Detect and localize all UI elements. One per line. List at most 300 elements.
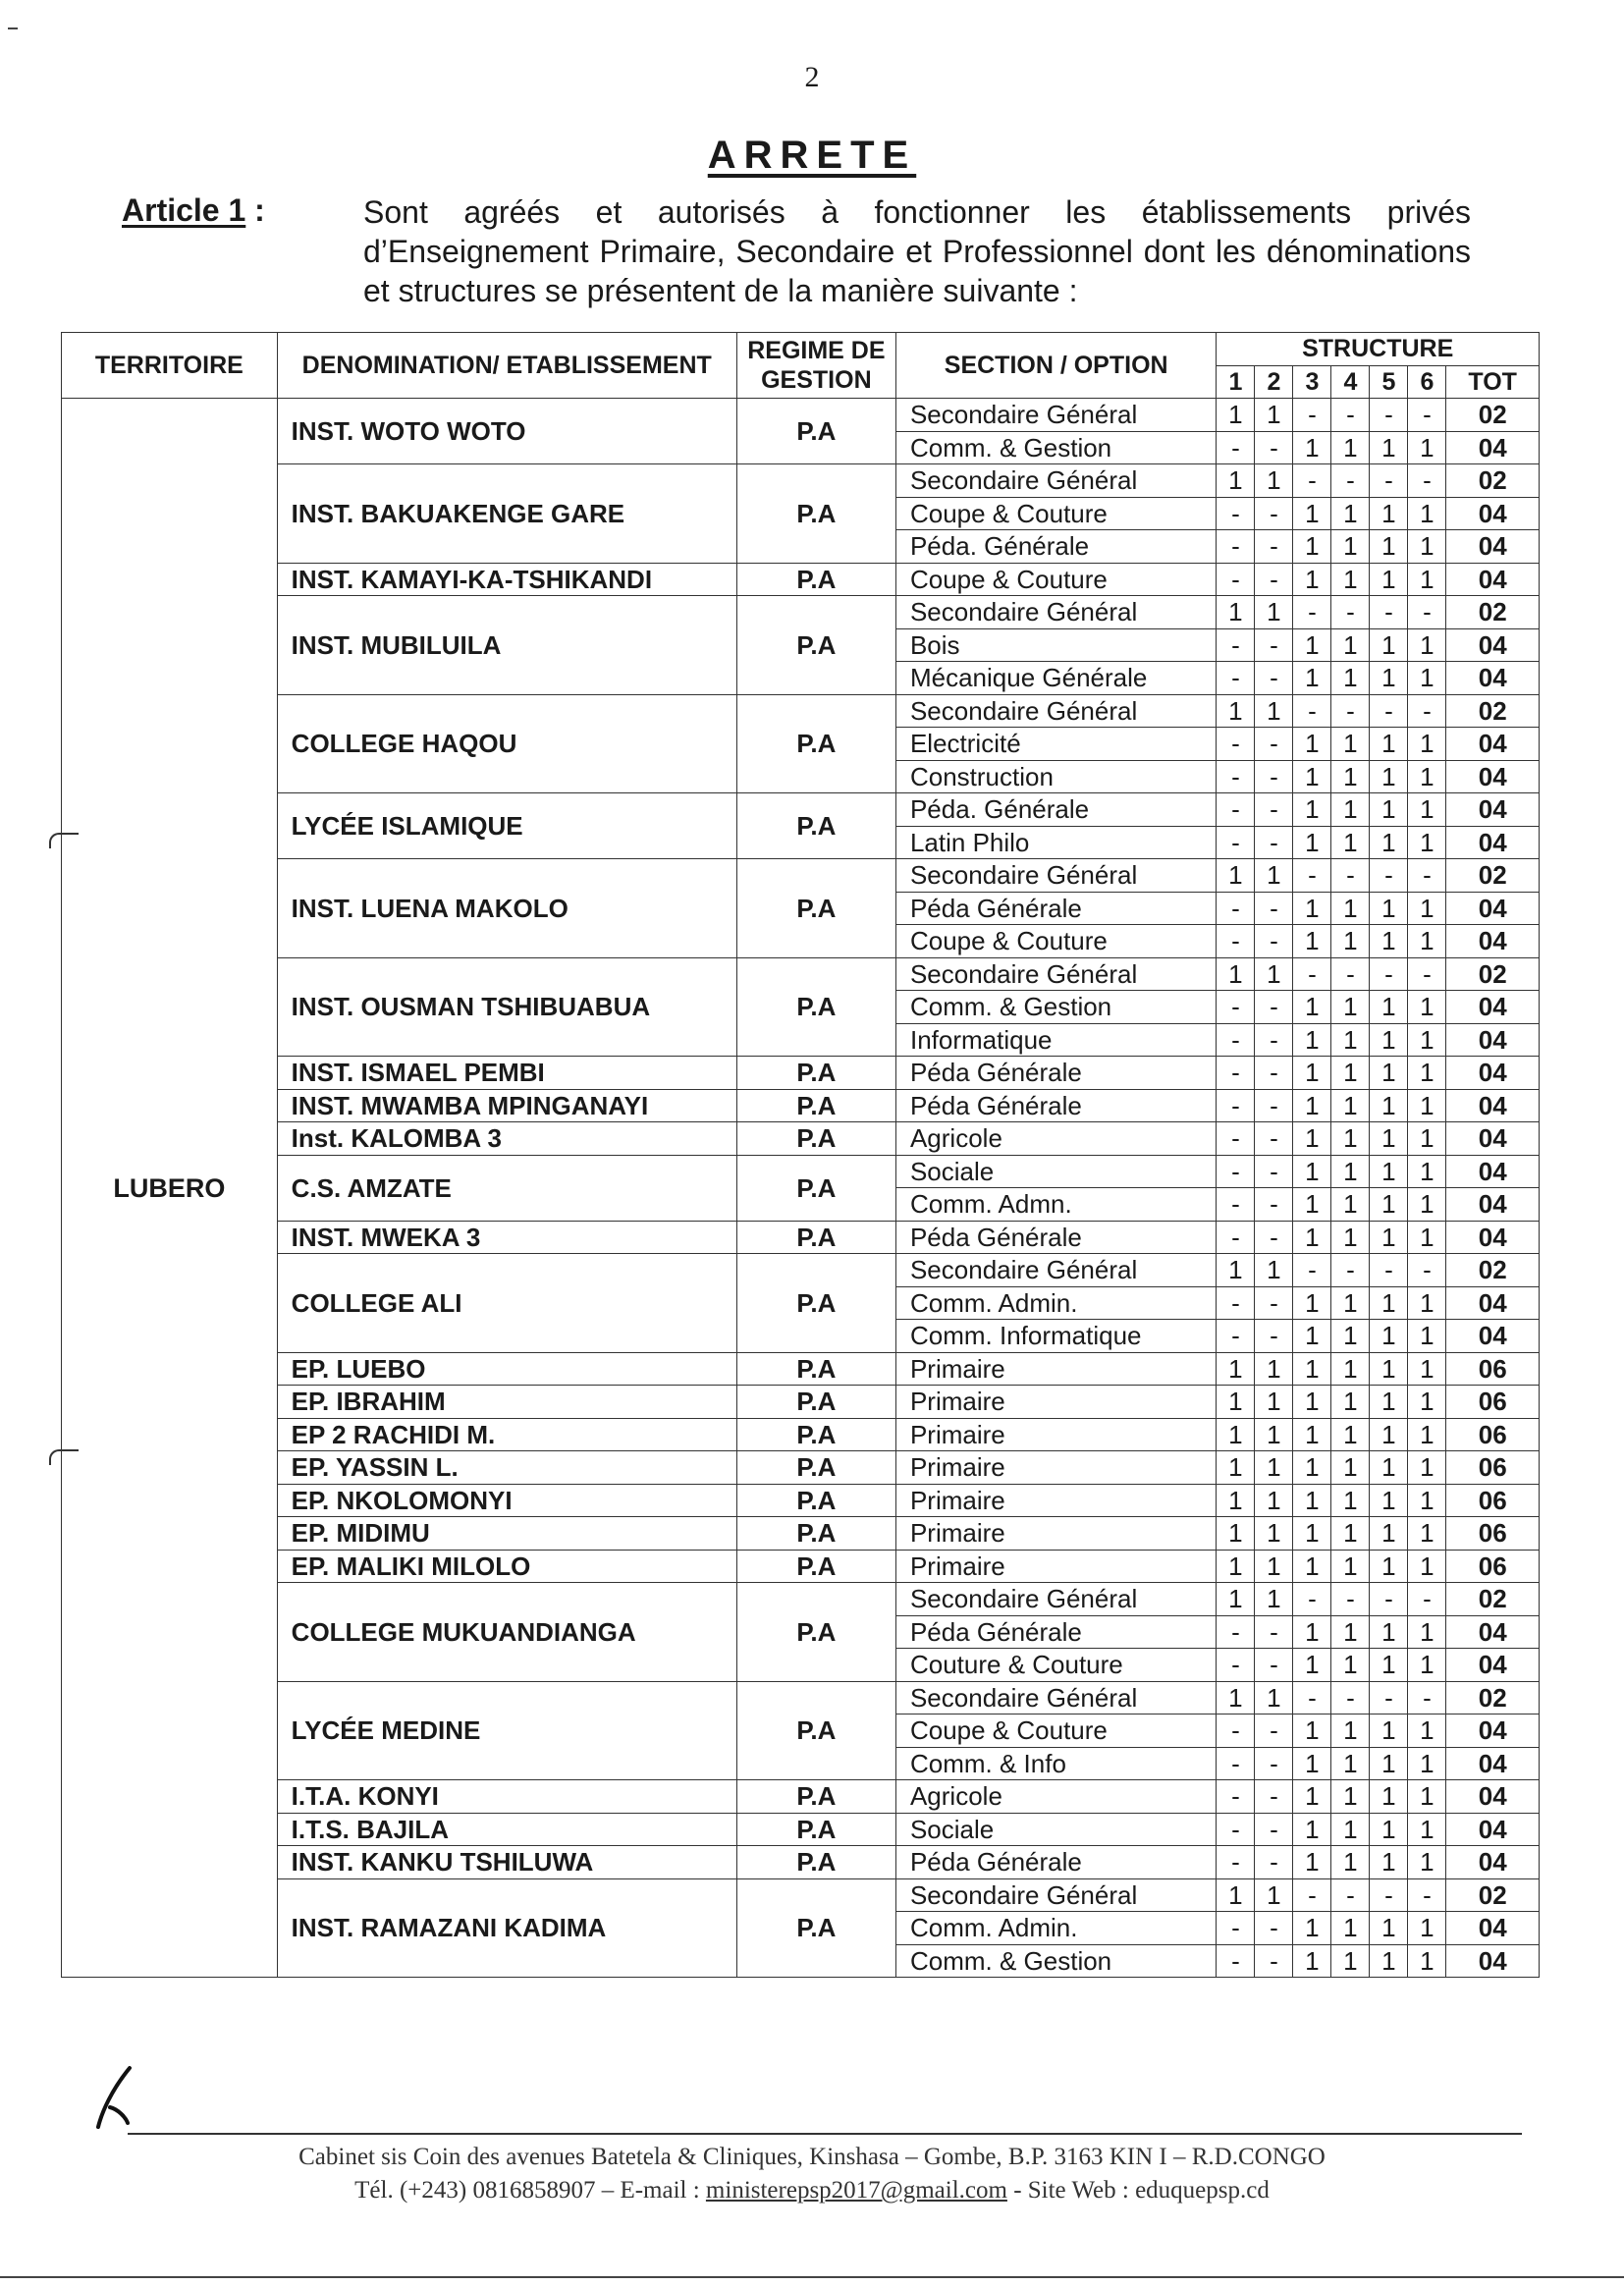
structure-level-cell: 1 — [1293, 1451, 1331, 1485]
structure-level-cell: 1 — [1408, 1747, 1446, 1780]
table-row — [62, 1254, 1540, 1287]
footer-divider — [128, 2133, 1522, 2135]
structure-level-cell: - — [1255, 563, 1293, 596]
total-cell: 02 — [1446, 694, 1540, 728]
total-cell: 04 — [1446, 1023, 1540, 1057]
header-section: SECTION / OPTION — [895, 333, 1216, 399]
structure-level-cell: - — [1331, 399, 1370, 432]
title-text: ARRETE — [707, 134, 917, 177]
structure-level-cell: - — [1255, 892, 1293, 925]
establishment-name: INST. LUENA MAKOLO — [277, 859, 736, 958]
structure-level-cell: 1 — [1331, 1386, 1370, 1419]
structure-level-cell: 1 — [1370, 728, 1408, 761]
structure-level-cell: 1 — [1255, 1451, 1293, 1485]
establishment-name: EP. MIDIMU — [277, 1517, 736, 1551]
total-cell: 02 — [1446, 464, 1540, 498]
establishment-name: INST. BAKUAKENGE GARE — [277, 464, 736, 564]
table-body — [62, 399, 1540, 1978]
structure-level-cell: - — [1331, 596, 1370, 629]
structure-level-cell: - — [1217, 1649, 1255, 1682]
establishment-name: EP. NKOLOMONYI — [277, 1484, 736, 1517]
regime-cell: P.A — [736, 1550, 895, 1583]
structure-level-cell: - — [1331, 1878, 1370, 1912]
structure-level-cell: 1 — [1331, 1188, 1370, 1222]
structure-level-cell: 1 — [1408, 1320, 1446, 1353]
structure-level-cell: - — [1293, 1681, 1331, 1714]
total-cell: 04 — [1446, 892, 1540, 925]
structure-level-cell: 1 — [1408, 1615, 1446, 1649]
structure-level-cell: 1 — [1370, 1813, 1408, 1846]
structure-level-cell: 1 — [1408, 1846, 1446, 1879]
structure-level-cell: - — [1217, 1286, 1255, 1320]
section-option-cell: Secondaire Général — [895, 1681, 1216, 1714]
total-cell: 04 — [1446, 628, 1540, 662]
header-row — [62, 333, 1540, 366]
structure-level-cell: - — [1293, 596, 1331, 629]
establishment-name: INST. MUBILUILA — [277, 596, 736, 695]
table-row — [62, 1221, 1540, 1254]
structure-level-cell: - — [1217, 662, 1255, 695]
regime-cell: P.A — [736, 1386, 895, 1419]
structure-level-cell: 1 — [1331, 1912, 1370, 1945]
section-option-cell: Agricole — [895, 1122, 1216, 1156]
section-option-cell: Péda. Générale — [895, 530, 1216, 564]
structure-level-cell: - — [1255, 1122, 1293, 1156]
document-title — [0, 134, 1624, 178]
structure-level-cell: 1 — [1331, 1155, 1370, 1188]
section-option-cell: Primaire — [895, 1517, 1216, 1551]
structure-level-cell: 1 — [1370, 1484, 1408, 1517]
structure-level-cell: 1 — [1370, 760, 1408, 793]
section-option-cell: Coupe & Couture — [895, 497, 1216, 530]
structure-level-cell: 1 — [1408, 1780, 1446, 1814]
structure-level-cell: 1 — [1331, 1714, 1370, 1748]
total-cell: 04 — [1446, 662, 1540, 695]
structure-level-cell: 1 — [1370, 1550, 1408, 1583]
table-row — [62, 1517, 1540, 1551]
structure-level-cell: 1 — [1293, 1023, 1331, 1057]
structure-level-cell: 1 — [1408, 826, 1446, 859]
section-option-cell: Coupe & Couture — [895, 563, 1216, 596]
structure-level-cell: 1 — [1293, 1155, 1331, 1188]
structure-level-cell: 1 — [1255, 1517, 1293, 1551]
structure-level-cell: 1 — [1370, 892, 1408, 925]
establishment-name: INST. ISMAEL PEMBI — [277, 1057, 736, 1090]
structure-level-cell: - — [1255, 1615, 1293, 1649]
structure-level-cell: 1 — [1408, 1023, 1446, 1057]
structure-level-cell: 1 — [1217, 957, 1255, 991]
structure-level-cell: - — [1255, 628, 1293, 662]
establishment-name: EP. MALIKI MILOLO — [277, 1550, 736, 1583]
establishment-name: INST. KANKU TSHILUWA — [277, 1846, 736, 1879]
footer-contact — [0, 2174, 1624, 2207]
regime-cell: P.A — [736, 793, 895, 859]
structure-level-cell: 1 — [1370, 1089, 1408, 1122]
regime-cell: P.A — [736, 1780, 895, 1814]
structure-level-cell: - — [1217, 1780, 1255, 1814]
footer — [0, 2141, 1624, 2207]
structure-level-cell: - — [1408, 694, 1446, 728]
structure-level-cell: 1 — [1408, 925, 1446, 958]
structure-level-cell: - — [1370, 399, 1408, 432]
structure-level-cell: 1 — [1370, 1780, 1408, 1814]
total-cell: 06 — [1446, 1550, 1540, 1583]
structure-level-cell: 1 — [1370, 1714, 1408, 1748]
table-row — [62, 694, 1540, 728]
total-cell: 02 — [1446, 1878, 1540, 1912]
header-level: 1 — [1217, 365, 1255, 399]
structure-level-cell: - — [1255, 1188, 1293, 1222]
total-cell: 06 — [1446, 1484, 1540, 1517]
table-row — [62, 1451, 1540, 1485]
section-option-cell: Primaire — [895, 1550, 1216, 1583]
table-row — [62, 1813, 1540, 1846]
structure-level-cell: 1 — [1293, 1484, 1331, 1517]
section-option-cell: Péda. Générale — [895, 793, 1216, 827]
regime-cell: P.A — [736, 1484, 895, 1517]
structure-level-cell: 1 — [1370, 1286, 1408, 1320]
regime-cell: P.A — [736, 1352, 895, 1386]
total-cell: 02 — [1446, 1583, 1540, 1616]
structure-level-cell: - — [1255, 497, 1293, 530]
section-option-cell: Secondaire Général — [895, 957, 1216, 991]
structure-level-cell: 1 — [1370, 431, 1408, 464]
table-row — [62, 1089, 1540, 1122]
structure-level-cell: - — [1408, 1878, 1446, 1912]
structure-level-cell: - — [1370, 1254, 1408, 1287]
section-option-cell: Comm. Admin. — [895, 1912, 1216, 1945]
header-denomination: DENOMINATION/ ETABLISSEMENT — [277, 333, 736, 399]
structure-level-cell: - — [1370, 1583, 1408, 1616]
structure-level-cell: 1 — [1331, 1944, 1370, 1978]
structure-level-cell: - — [1217, 628, 1255, 662]
section-option-cell: Comm. Admn. — [895, 1188, 1216, 1222]
structure-level-cell: 1 — [1293, 1747, 1331, 1780]
structure-level-cell: 1 — [1331, 1089, 1370, 1122]
structure-level-cell: 1 — [1217, 596, 1255, 629]
structure-level-cell: 1 — [1255, 596, 1293, 629]
structure-level-cell: - — [1255, 431, 1293, 464]
total-cell: 04 — [1446, 1057, 1540, 1090]
structure-level-cell: - — [1408, 957, 1446, 991]
structure-level-cell: - — [1255, 1089, 1293, 1122]
regime-cell: P.A — [736, 957, 895, 1057]
structure-level-cell: - — [1293, 1878, 1331, 1912]
structure-level-cell: 1 — [1293, 1221, 1331, 1254]
structure-level-cell: 1 — [1408, 892, 1446, 925]
total-cell: 04 — [1446, 1912, 1540, 1945]
structure-level-cell: 1 — [1293, 1517, 1331, 1551]
structure-level-cell: - — [1331, 1254, 1370, 1287]
structure-level-cell: - — [1217, 1089, 1255, 1122]
structure-level-cell: 1 — [1408, 728, 1446, 761]
structure-level-cell: - — [1255, 530, 1293, 564]
section-option-cell: Electricité — [895, 728, 1216, 761]
structure-level-cell: 1 — [1331, 760, 1370, 793]
regime-cell: P.A — [736, 1254, 895, 1353]
structure-level-cell: - — [1370, 694, 1408, 728]
structure-level-cell: 1 — [1331, 728, 1370, 761]
structure-level-cell: 1 — [1293, 925, 1331, 958]
structure-level-cell: 1 — [1293, 1386, 1331, 1419]
table-row — [62, 596, 1540, 629]
article-number: Article 1 — [122, 192, 246, 228]
structure-level-cell: 1 — [1255, 1583, 1293, 1616]
regime-cell: P.A — [736, 1878, 895, 1978]
header-tot: TOT — [1446, 365, 1540, 399]
structure-level-cell: - — [1217, 1813, 1255, 1846]
structure-level-cell: 1 — [1293, 530, 1331, 564]
structure-level-cell: 1 — [1331, 530, 1370, 564]
structure-level-cell: 1 — [1217, 1583, 1255, 1616]
structure-level-cell: 1 — [1370, 1057, 1408, 1090]
total-cell: 02 — [1446, 859, 1540, 893]
total-cell: 04 — [1446, 1188, 1540, 1222]
structure-level-cell: 1 — [1370, 563, 1408, 596]
total-cell: 04 — [1446, 925, 1540, 958]
structure-level-cell: - — [1255, 1780, 1293, 1814]
article-colon: : — [254, 192, 265, 228]
structure-level-cell: 1 — [1408, 1155, 1446, 1188]
section-option-cell: Informatique — [895, 1023, 1216, 1057]
structure-level-cell: - — [1217, 760, 1255, 793]
structure-level-cell: 1 — [1255, 464, 1293, 498]
structure-level-cell: 1 — [1370, 991, 1408, 1024]
structure-level-cell: 1 — [1331, 826, 1370, 859]
section-option-cell: Latin Philo — [895, 826, 1216, 859]
structure-level-cell: - — [1217, 1057, 1255, 1090]
structure-level-cell: 1 — [1293, 1813, 1331, 1846]
establishment-name: COLLEGE ALI — [277, 1254, 736, 1353]
regime-cell: P.A — [736, 1583, 895, 1682]
section-option-cell: Péda Générale — [895, 1089, 1216, 1122]
regime-cell: P.A — [736, 1057, 895, 1090]
structure-level-cell: - — [1255, 1023, 1293, 1057]
structure-level-cell: - — [1293, 694, 1331, 728]
section-option-cell: Comm. & Gestion — [895, 991, 1216, 1024]
structure-level-cell: 1 — [1293, 1089, 1331, 1122]
structure-level-cell: 1 — [1217, 399, 1255, 432]
structure-level-cell: 1 — [1370, 1155, 1408, 1188]
structure-level-cell: 1 — [1255, 1352, 1293, 1386]
total-cell: 04 — [1446, 1813, 1540, 1846]
structure-level-cell: 1 — [1331, 1747, 1370, 1780]
regime-cell: P.A — [736, 694, 895, 793]
structure-level-cell: 1 — [1255, 1550, 1293, 1583]
structure-level-cell: - — [1408, 1583, 1446, 1616]
structure-level-cell: 1 — [1370, 1649, 1408, 1682]
structure-level-cell: 1 — [1255, 1484, 1293, 1517]
structure-level-cell: 1 — [1255, 1254, 1293, 1287]
structure-level-cell: 1 — [1293, 431, 1331, 464]
table-row — [62, 1550, 1540, 1583]
structure-level-cell: 1 — [1293, 1912, 1331, 1945]
structure-level-cell: 1 — [1293, 628, 1331, 662]
structure-level-cell: - — [1255, 1286, 1293, 1320]
section-option-cell: Secondaire Général — [895, 1878, 1216, 1912]
total-cell: 04 — [1446, 1221, 1540, 1254]
structure-level-cell: 1 — [1331, 1615, 1370, 1649]
structure-level-cell: 1 — [1331, 497, 1370, 530]
structure-level-cell: - — [1255, 793, 1293, 827]
section-option-cell: Secondaire Général — [895, 596, 1216, 629]
structure-level-cell: - — [1255, 728, 1293, 761]
regime-cell: P.A — [736, 859, 895, 958]
structure-level-cell: 1 — [1408, 1122, 1446, 1156]
total-cell: 02 — [1446, 1254, 1540, 1287]
regime-cell: P.A — [736, 464, 895, 564]
establishment-name: C.S. AMZATE — [277, 1155, 736, 1221]
structure-level-cell: 1 — [1217, 694, 1255, 728]
structure-level-cell: - — [1331, 694, 1370, 728]
establishment-name: LYCÉE ISLAMIQUE — [277, 793, 736, 859]
establishments-table-wrapper — [61, 332, 1540, 1978]
structure-level-cell: 1 — [1370, 826, 1408, 859]
total-cell: 04 — [1446, 1615, 1540, 1649]
section-option-cell: Mécanique Générale — [895, 662, 1216, 695]
structure-level-cell: 1 — [1331, 1484, 1370, 1517]
structure-level-cell: - — [1370, 1878, 1408, 1912]
table-row — [62, 1780, 1540, 1814]
structure-level-cell: - — [1331, 1681, 1370, 1714]
table-row — [62, 1846, 1540, 1879]
section-option-cell: Comm. & Gestion — [895, 431, 1216, 464]
structure-level-cell: 1 — [1331, 1352, 1370, 1386]
structure-level-cell: - — [1217, 1122, 1255, 1156]
handwritten-signature-icon — [90, 2062, 169, 2136]
structure-level-cell: 1 — [1370, 1352, 1408, 1386]
structure-level-cell: 1 — [1408, 1418, 1446, 1451]
table-row — [62, 1681, 1540, 1714]
total-cell: 06 — [1446, 1386, 1540, 1419]
structure-level-cell: - — [1217, 1023, 1255, 1057]
header-territoire: TERRITOIRE — [62, 333, 278, 399]
structure-level-cell: 1 — [1293, 1649, 1331, 1682]
section-option-cell: Péda Générale — [895, 1221, 1216, 1254]
structure-level-cell: - — [1255, 1057, 1293, 1090]
total-cell: 02 — [1446, 399, 1540, 432]
structure-level-cell: 1 — [1408, 1451, 1446, 1485]
structure-level-cell: 1 — [1370, 1023, 1408, 1057]
total-cell: 06 — [1446, 1451, 1540, 1485]
section-option-cell: Secondaire Général — [895, 464, 1216, 498]
section-option-cell: Péda Générale — [895, 1057, 1216, 1090]
section-option-cell: Comm. & Gestion — [895, 1944, 1216, 1978]
structure-level-cell: 1 — [1293, 1188, 1331, 1222]
structure-level-cell: 1 — [1370, 1386, 1408, 1419]
total-cell: 04 — [1446, 530, 1540, 564]
regime-cell: P.A — [736, 563, 895, 596]
section-option-cell: Primaire — [895, 1451, 1216, 1485]
total-cell: 04 — [1446, 793, 1540, 827]
structure-level-cell: 1 — [1217, 1386, 1255, 1419]
structure-level-cell: - — [1408, 859, 1446, 893]
structure-level-cell: - — [1217, 728, 1255, 761]
structure-level-cell: - — [1217, 431, 1255, 464]
structure-level-cell: 1 — [1293, 1057, 1331, 1090]
structure-level-cell: 1 — [1293, 826, 1331, 859]
structure-level-cell: 1 — [1293, 1780, 1331, 1814]
section-option-cell: Primaire — [895, 1352, 1216, 1386]
establishment-name: INST. MWAMBA MPINGANAYI — [277, 1089, 736, 1122]
establishment-name: I.T.A. KONYI — [277, 1780, 736, 1814]
table-row — [62, 563, 1540, 596]
structure-level-cell: 1 — [1331, 1418, 1370, 1451]
structure-level-cell: - — [1370, 957, 1408, 991]
bottom-border — [0, 2276, 1624, 2278]
table-row — [62, 859, 1540, 893]
structure-level-cell: 1 — [1370, 530, 1408, 564]
structure-level-cell: - — [1255, 662, 1293, 695]
establishment-name: INST. KAMAYI-KA-TSHIKANDI — [277, 563, 736, 596]
establishment-name: INST. MWEKA 3 — [277, 1221, 736, 1254]
section-option-cell: Secondaire Général — [895, 1254, 1216, 1287]
structure-level-cell: 1 — [1331, 1320, 1370, 1353]
section-option-cell: Secondaire Général — [895, 1583, 1216, 1616]
header-level: 6 — [1408, 365, 1446, 399]
section-option-cell: Secondaire Général — [895, 399, 1216, 432]
section-option-cell: Comm. & Info — [895, 1747, 1216, 1780]
structure-level-cell: 1 — [1370, 628, 1408, 662]
structure-level-cell: 1 — [1331, 563, 1370, 596]
structure-level-cell: 1 — [1331, 431, 1370, 464]
structure-level-cell: - — [1217, 1846, 1255, 1879]
structure-level-cell: 1 — [1331, 1057, 1370, 1090]
section-option-cell: Comm. Informatique — [895, 1320, 1216, 1353]
footer-email-link[interactable]: ministerepsp2017@gmail.com — [705, 2177, 1007, 2204]
section-option-cell: Coupe & Couture — [895, 925, 1216, 958]
total-cell: 06 — [1446, 1517, 1540, 1551]
structure-level-cell: 1 — [1370, 497, 1408, 530]
structure-level-cell: 1 — [1293, 662, 1331, 695]
structure-level-cell: 1 — [1408, 793, 1446, 827]
structure-level-cell: 1 — [1331, 1649, 1370, 1682]
structure-level-cell: 1 — [1331, 662, 1370, 695]
section-option-cell: Péda Générale — [895, 892, 1216, 925]
regime-cell: P.A — [736, 1089, 895, 1122]
structure-level-cell: 1 — [1370, 662, 1408, 695]
table-row — [62, 1057, 1540, 1090]
structure-level-cell: 1 — [1293, 563, 1331, 596]
structure-level-cell: 1 — [1255, 399, 1293, 432]
structure-level-cell: - — [1293, 1254, 1331, 1287]
structure-level-cell: - — [1293, 399, 1331, 432]
structure-level-cell: 1 — [1217, 1878, 1255, 1912]
header-regime: REGIME DE GESTION — [736, 333, 895, 399]
table-row — [62, 464, 1540, 498]
structure-level-cell: - — [1217, 1221, 1255, 1254]
section-option-cell: Bois — [895, 628, 1216, 662]
structure-level-cell: 1 — [1293, 892, 1331, 925]
page-number: 2 — [804, 61, 820, 93]
table-header — [62, 333, 1540, 399]
structure-level-cell: 1 — [1331, 793, 1370, 827]
structure-level-cell: 1 — [1331, 991, 1370, 1024]
establishment-name: EP 2 RACHIDI M. — [277, 1418, 736, 1451]
total-cell: 04 — [1446, 497, 1540, 530]
section-option-cell: Construction — [895, 760, 1216, 793]
regime-cell: P.A — [736, 596, 895, 695]
structure-level-cell: 1 — [1370, 1615, 1408, 1649]
structure-level-cell: - — [1217, 1615, 1255, 1649]
structure-level-cell: 1 — [1217, 1681, 1255, 1714]
structure-level-cell: 1 — [1217, 859, 1255, 893]
section-option-cell: Couture & Couture — [895, 1649, 1216, 1682]
establishment-name: EP. LUEBO — [277, 1352, 736, 1386]
structure-level-cell: 1 — [1408, 1188, 1446, 1222]
footer-address: Cabinet sis Coin des avenues Batetela & Cliniques, Kinshasa – Gombe, B.P. 3163 KIN I – R.D.CONGO — [298, 2144, 1326, 2170]
structure-level-cell: 1 — [1370, 1320, 1408, 1353]
